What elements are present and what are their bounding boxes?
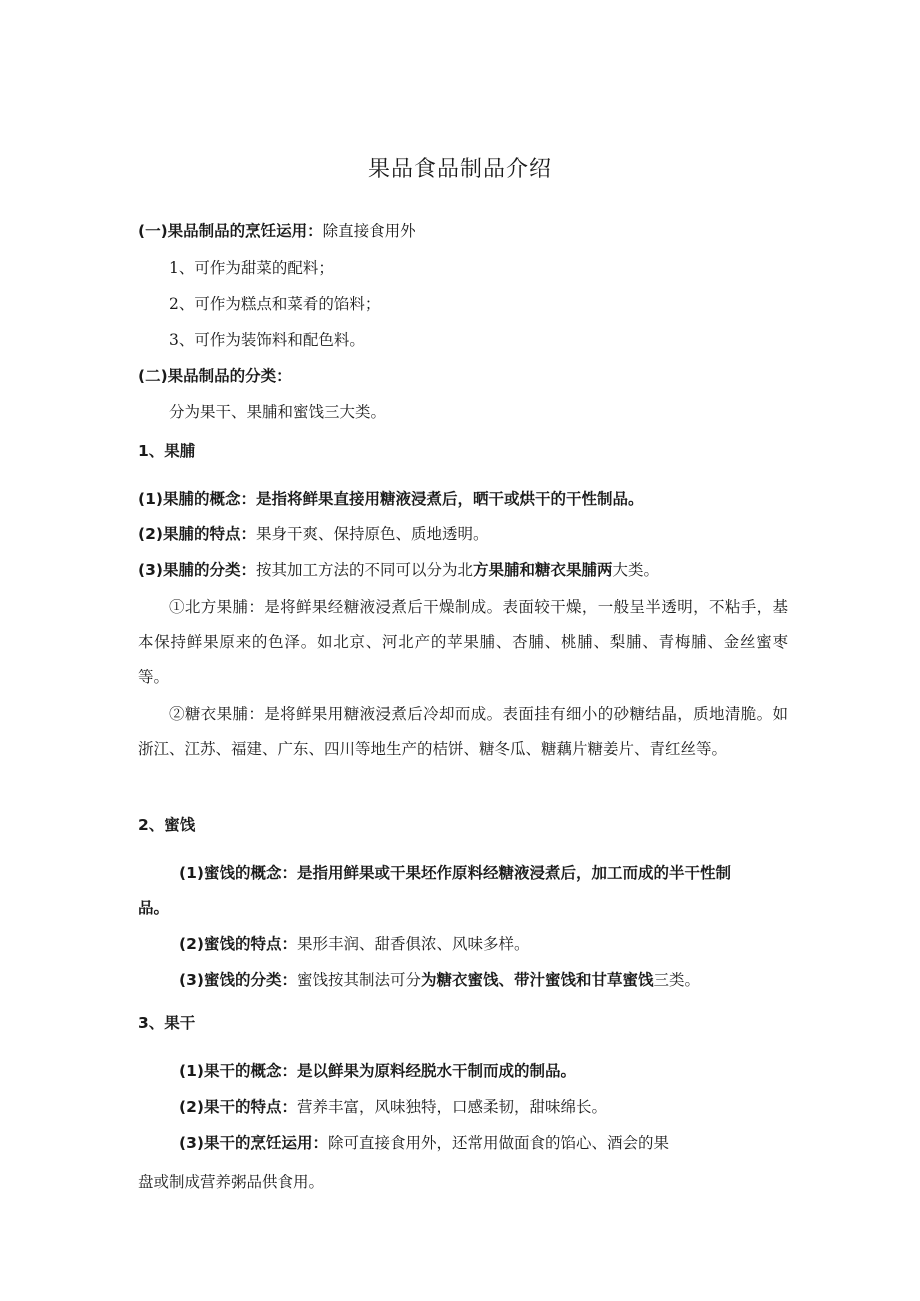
item-text-bold: 为糖衣蜜饯、带汁蜜饯和甘草蜜饯: [420, 971, 654, 989]
section-cooking-use: [138, 220, 416, 242]
guofu-sugar-paragraph: ②糖衣果脯：是将鲜果用糖液浸煮后冷却而成。表面挂有细小的砂糖结晶，质地清脆。如浙江、江苏、福建、广东、四川等地生产的桔饼、糖冬瓜、糖藕片糖姜片、青红丝等。: [138, 705, 788, 758]
guogan-concept: [179, 1060, 576, 1082]
mijian-classification: [179, 969, 700, 991]
item-label: (2)蜜饯的特点：: [179, 935, 297, 953]
item-label: (2)果脯的特点：: [138, 525, 256, 543]
guogan-features: [179, 1096, 607, 1118]
subsection-heading-guofu: 1、果脯: [138, 442, 196, 460]
section-heading: (一)果品制品的烹饪运用：: [138, 222, 323, 240]
guofu-north-paragraph: ①北方果脯：是将鲜果经糖液浸煮后干燥制成。表面较干燥，一般呈半透明，不粘手，基本保持鲜果原来的色泽。如北京、河北产的苹果脯、杏脯、桃脯、梨脯、青梅脯、金丝蜜枣等。: [138, 598, 788, 686]
item-text: 除可直接食用外，还常用做面食的馅心、酒会的果: [327, 1134, 669, 1152]
list-item: 3、可作为装饰料和配色料。: [169, 331, 365, 349]
item-text: 是指将鲜果直接用糖液浸煮后，晒干或烘干的干性制品。: [255, 490, 644, 508]
section-text: 除直接食用外: [322, 222, 416, 240]
list-item: 1、可作为甜菜的配料；: [169, 259, 334, 277]
mijian-concept-cont: 品。: [138, 899, 170, 917]
item-text: 是指用鲜果或干果坯作原料经糖液浸煮后，加工而成的半干性制: [296, 864, 731, 882]
guogan-cooking-use: [179, 1132, 669, 1154]
guofu-concept: [138, 488, 643, 510]
item-label: (1)果干的概念：: [179, 1062, 297, 1080]
guofu-features: [138, 523, 488, 545]
document-title: 果品食品制品介绍: [367, 157, 552, 182]
section-text: 分为果干、果脯和蜜饯三大类。: [169, 403, 387, 421]
item-label: (3)蜜饯的分类：: [179, 971, 297, 989]
item-text: 按其加工方法的不同可以分为北: [255, 561, 473, 579]
item-label: (3)果干的烹饪运用：: [179, 1134, 328, 1152]
item-label: (3)果脯的分类：: [138, 561, 256, 579]
item-text: 营养丰富，风味独特，口感柔韧，甜味绵长。: [296, 1098, 607, 1116]
item-text: 蜜饯按其制法可分: [296, 971, 421, 989]
item-label: (1)蜜饯的概念：: [179, 864, 297, 882]
item-label: (1)果脯的概念：: [138, 490, 256, 508]
list-item: 2、可作为糕点和菜肴的馅料；: [169, 295, 381, 313]
subsection-heading-guogan: 3、果干: [138, 1014, 196, 1032]
mijian-concept: [179, 862, 731, 884]
item-text: 三类。: [653, 971, 701, 989]
item-text: 是以鲜果为原料经脱水干制而成的制品。: [296, 1062, 576, 1080]
guogan-cooking-use-cont: 盘或制成营养粥品供食用。: [138, 1173, 325, 1191]
guofu-classification: [138, 559, 659, 581]
item-text: 果形丰润、甜香俱浓、风味多样。: [296, 935, 530, 953]
item-text: 果身干爽、保持原色、质地透明。: [255, 525, 489, 543]
item-text-bold: 方果脯和糖衣果脯两: [472, 561, 613, 579]
item-label: (2)果干的特点：: [179, 1098, 297, 1116]
subsection-heading-mijian: 2、蜜饯: [138, 816, 196, 834]
section-heading: (二)果品制品的分类：: [138, 367, 292, 385]
item-text: 大类。: [612, 561, 660, 579]
mijian-features: [179, 933, 529, 955]
